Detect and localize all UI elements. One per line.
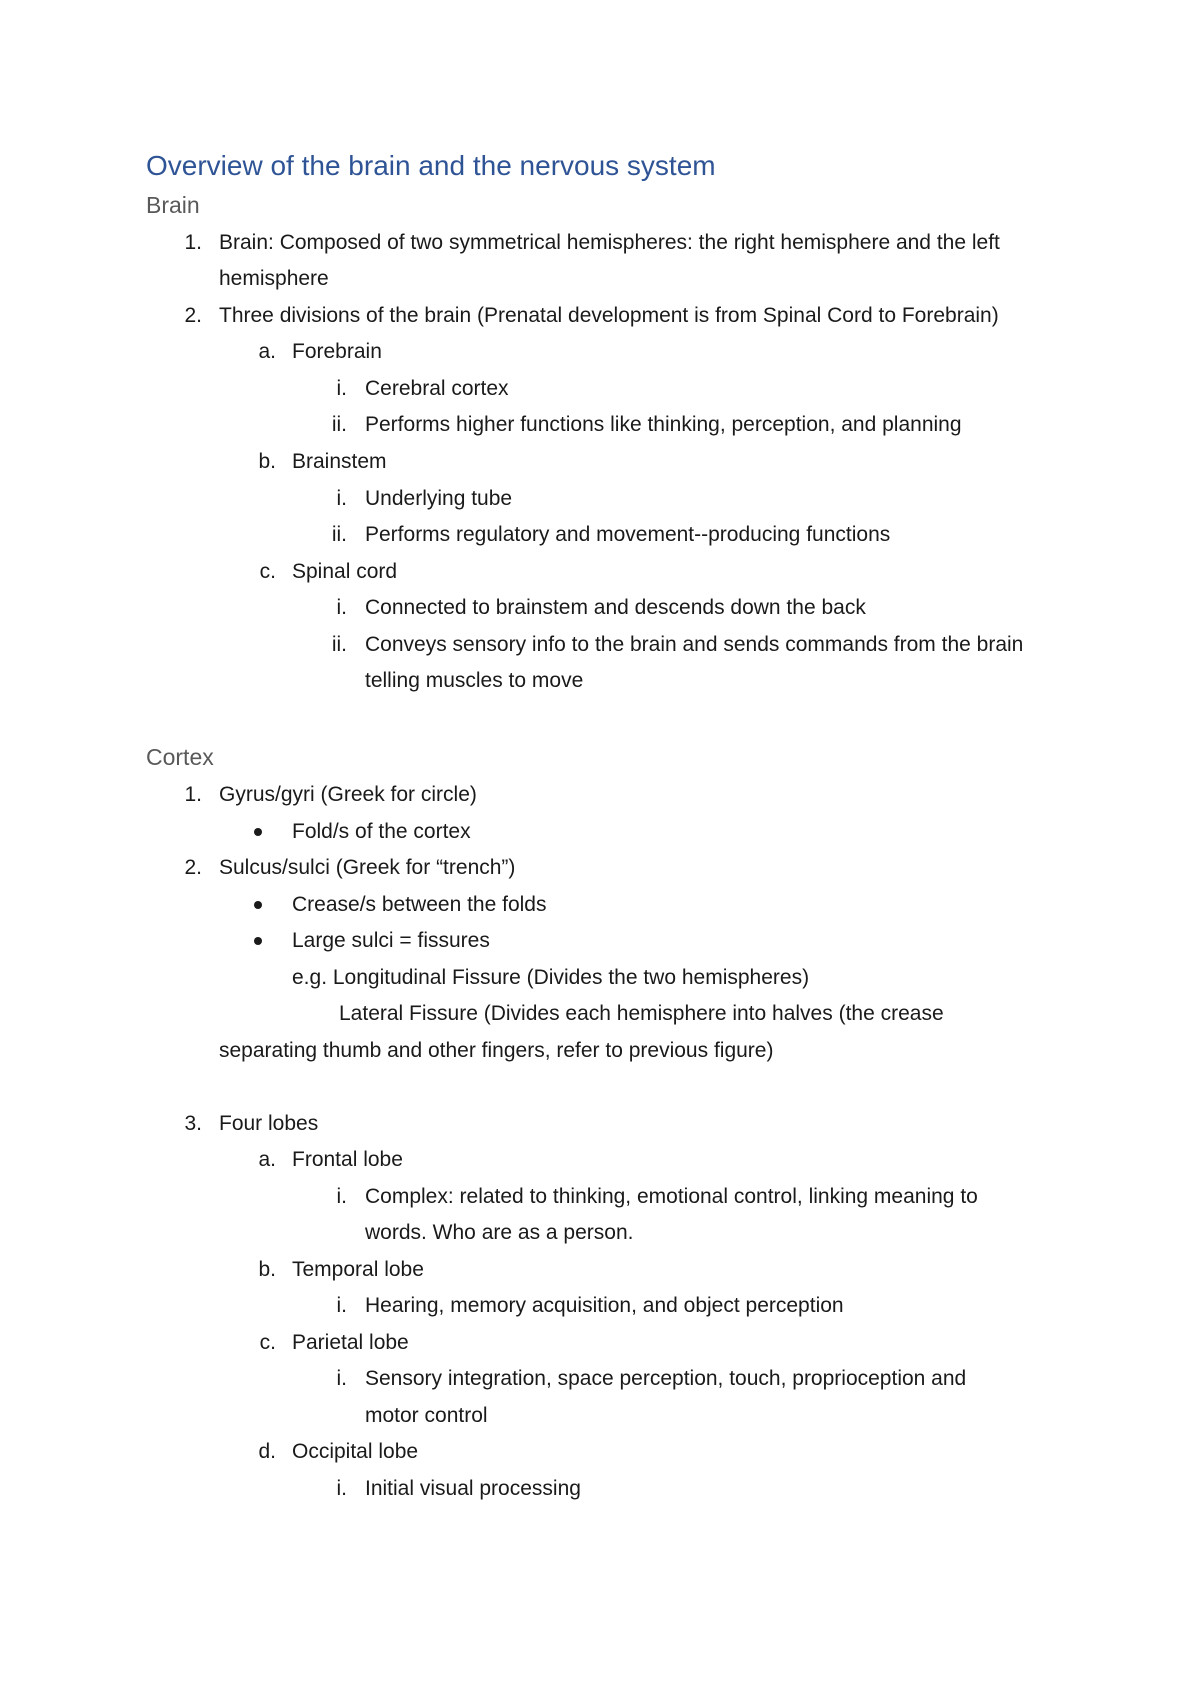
list-item-text: Complex: related to thinking, emotional control, linking meaning to <box>365 1185 978 1208</box>
bullet-item-text: Fold/s of the cortex <box>292 820 471 843</box>
list-item-text: Hearing, memory acquisition, and object perception <box>365 1294 844 1317</box>
list-marker: i. <box>336 377 347 400</box>
list-item-text: Brain: Composed of two symmetrical hemispheres: the right hemisphere and the left <box>219 231 1000 254</box>
list-marker: 2. <box>184 856 202 879</box>
list-item-text: Connected to brainstem and descends down the back <box>365 596 866 619</box>
list-marker: 1. <box>184 231 202 254</box>
list-marker: b. <box>258 450 276 473</box>
bullet-icon <box>254 901 262 909</box>
list-item-text: Forebrain <box>292 340 382 363</box>
list-marker: i. <box>336 487 347 510</box>
list-marker: 1. <box>184 783 202 806</box>
list-item-text: Cerebral cortex <box>365 377 509 400</box>
list-item-text: Initial visual processing <box>365 1477 581 1500</box>
list-item-text: Frontal lobe <box>292 1148 403 1171</box>
list-marker: 3. <box>184 1112 202 1135</box>
list-item-continuation: words. Who are as a person. <box>365 1221 634 1244</box>
list-marker: ii. <box>331 523 347 546</box>
list-item-text: Occipital lobe <box>292 1440 419 1463</box>
list-marker: i. <box>336 1477 347 1500</box>
example-text: Lateral Fissure (Divides each hemisphere into halves (the crease <box>339 1002 944 1025</box>
list-item-text: Gyrus/gyri (Greek for circle) <box>219 783 477 806</box>
list-marker: a. <box>258 1148 276 1171</box>
example-text: e.g. Longitudinal Fissure (Divides the two hemispheres) <box>292 966 810 989</box>
list-marker: d. <box>258 1440 276 1463</box>
section-heading-cortex: Cortex <box>146 744 214 770</box>
list-marker: c. <box>259 560 276 583</box>
bullet-item-text: Large sulci = fissures <box>292 929 490 952</box>
page-title: Overview of the brain and the nervous system <box>146 150 716 181</box>
list-item-text: Sensory integration, space perception, touch, proprioception and <box>365 1367 967 1390</box>
list-item-continuation: motor control <box>365 1404 488 1427</box>
list-item-text: Performs regulatory and movement--producing functions <box>365 523 891 546</box>
list-item-text: Three divisions of the brain (Prenatal development is from Spinal Cord to Forebrain) <box>219 304 999 327</box>
list-marker: 2. <box>184 304 202 327</box>
example-continuation: separating thumb and other fingers, refer to previous figure) <box>219 1039 774 1062</box>
bullet-icon <box>254 828 262 836</box>
list-item-text: Spinal cord <box>292 560 398 583</box>
list-item-continuation: hemisphere <box>219 267 329 290</box>
list-marker: i. <box>336 1185 347 1208</box>
list-marker: c. <box>259 1331 276 1354</box>
list-item-text: Sulcus/sulci (Greek for “trench”) <box>219 856 516 879</box>
list-item-text: Temporal lobe <box>292 1258 424 1281</box>
section-heading-brain: Brain <box>146 192 200 218</box>
list-marker: i. <box>336 1294 347 1317</box>
list-marker: i. <box>336 1367 347 1390</box>
list-marker: ii. <box>331 413 347 436</box>
list-item-text: Four lobes <box>219 1112 319 1135</box>
list-marker: ii. <box>331 633 347 656</box>
list-item-continuation: telling muscles to move <box>365 669 584 692</box>
list-marker: b. <box>258 1258 276 1281</box>
bullet-item-text: Crease/s between the folds <box>292 893 547 916</box>
list-item-text: Conveys sensory info to the brain and sends commands from the brain <box>365 633 1024 656</box>
list-marker: a. <box>258 340 276 363</box>
list-item-text: Brainstem <box>292 450 387 473</box>
list-item-text: Underlying tube <box>365 487 513 510</box>
bullet-icon <box>254 937 262 945</box>
list-marker: i. <box>336 596 347 619</box>
list-item-text: Performs higher functions like thinking, perception, and planning <box>365 413 962 436</box>
list-item-text: Parietal lobe <box>292 1331 409 1354</box>
